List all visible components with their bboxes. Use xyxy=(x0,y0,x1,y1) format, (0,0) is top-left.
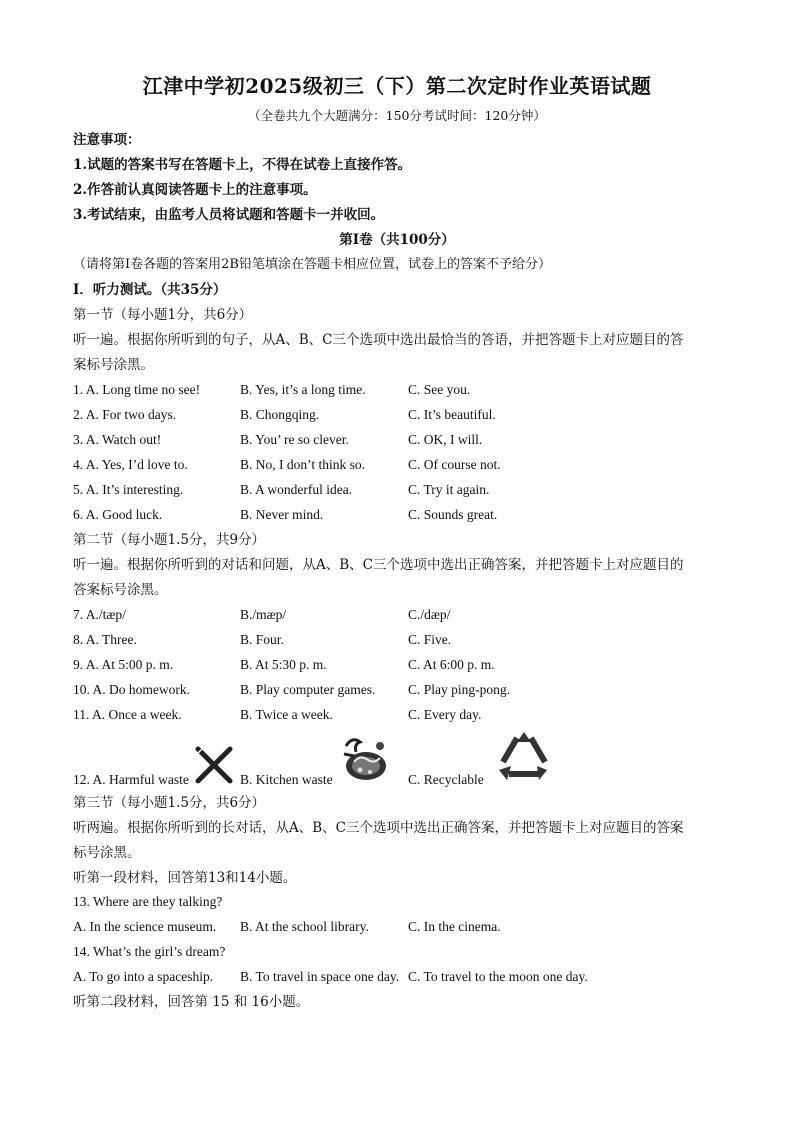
q2-option-c: C. It’s beautiful. xyxy=(408,407,496,422)
notice-heading: 注意事项： xyxy=(73,132,141,148)
section1-title: 第一节（每小题1分，共6分） xyxy=(73,307,253,323)
q10-option-b: B. Play computer games. xyxy=(240,682,376,697)
q3-option-b: B. You’ re so clever. xyxy=(240,432,349,447)
q14-stem: 14. What’s the girl’s dream? xyxy=(73,944,226,959)
q1-option-a: 1. A. Long time no see! xyxy=(73,382,201,397)
q13-option-a: A. In the science museum. xyxy=(73,919,217,934)
q11-option-c: C. Every day. xyxy=(408,707,482,722)
section2-title: 第二节（每小题1.5分，共9分） xyxy=(73,532,266,548)
q7-option-c: C./dæp/ xyxy=(408,607,451,622)
q4-option-b: B. No, I don’t think so. xyxy=(240,457,366,472)
q3-option-a: 3. A. Watch out! xyxy=(73,432,162,447)
q5-option-b: B. A wonderful idea. xyxy=(240,482,353,497)
q6-option-a: 6. A. Good luck. xyxy=(73,507,163,522)
q4-option-c: C. Of course not. xyxy=(408,457,501,472)
q9-option-a: 9. A. At 5:00 p. m. xyxy=(73,657,174,672)
notice-item-2: 2.作答前认真阅读答题卡上的注意事项。 xyxy=(73,182,317,198)
section1-instruction-line2: 案标号涂黑。 xyxy=(73,357,154,373)
page-subtitle: （全卷共九个大题满分：150分考试时间：120分钟） xyxy=(248,108,546,123)
notice-item-3: 3.考试结束，由监考人员将试题和答题卡一并收回。 xyxy=(73,207,385,223)
q14-option-a: A. To go into a spaceship. xyxy=(73,969,214,984)
q8-option-a: 8. A. Three. xyxy=(73,632,137,647)
q11-option-b: B. Twice a week. xyxy=(240,707,333,722)
q13-option-b: B. At the school library. xyxy=(240,919,369,934)
q2-option-b: B. Chongqing. xyxy=(240,407,320,422)
q6-option-b: B. Never mind. xyxy=(240,507,324,522)
q1-option-c: C. See you. xyxy=(408,382,471,397)
section2-instruction-line2: 答案标号涂黑。 xyxy=(73,582,168,598)
q10-option-c: C. Play ping-pong. xyxy=(408,682,511,697)
part1-heading: 第Ⅰ卷（共100分） xyxy=(339,232,455,248)
q9-option-b: B. At 5:30 p. m. xyxy=(240,657,327,672)
harmful-waste-cross-icon xyxy=(194,745,234,785)
q2-option-a: 2. A. For two days. xyxy=(73,407,177,422)
q8-option-c: C. Five. xyxy=(408,632,452,647)
q13-option-c: C. In the cinema. xyxy=(408,919,501,934)
kitchen-waste-icon xyxy=(336,732,390,784)
q12-option-c: C. Recyclable xyxy=(408,772,484,787)
q4-option-a: 4. A. Yes, I’d love to. xyxy=(73,457,188,472)
part1-instruction: （请将第Ⅰ卷各题的答案用2B铅笔填涂在答题卡相应位置，试卷上的答案不予给分） xyxy=(73,257,551,272)
q1-option-b: B. Yes, it’s a long time. xyxy=(240,382,366,397)
material2-prompt: 听第二段材料，回答第 15 和 16小题。 xyxy=(73,994,310,1010)
q12-option-a: 12. A. Harmful waste xyxy=(73,772,189,787)
q7-option-b: B./mæp/ xyxy=(240,607,287,622)
section1-instruction-line1: 听一遍。根据你所听到的句子，从A、B、C三个选项中选出最恰当的答语，并把答题卡上对应题目的答 xyxy=(73,332,684,348)
section3-instruction-line2: 标号涂黑。 xyxy=(73,845,141,861)
q9-option-c: C. At 6:00 p. m. xyxy=(408,657,495,672)
page-title: 江津中学初2025级初三（下）第二次定时作业英语试题 xyxy=(142,74,652,98)
section-listening-title: Ⅰ．听力测试。（共35分） xyxy=(73,282,227,298)
q14-option-c: C. To travel to the moon one day. xyxy=(408,969,588,984)
section3-title: 第三节（每小题1.5分，共6分） xyxy=(73,795,266,811)
q12-option-b: B. Kitchen waste xyxy=(240,772,333,787)
q8-option-b: B. Four. xyxy=(240,632,284,647)
q10-option-a: 10. A. Do homework. xyxy=(73,682,190,697)
section2-instruction-line1: 听一遍。根据你所听到的对话和问题，从A、B、C三个选项中选出正确答案，并把答题卡上对应题目的 xyxy=(73,557,684,573)
q7-option-a: 7. A./tæp/ xyxy=(73,607,126,622)
q14-option-b: B. To travel in space one day. xyxy=(240,969,400,984)
q11-option-a: 11. A. Once a week. xyxy=(73,707,182,722)
section3-instruction-line1: 听两遍。根据你所听到的长对话，从A、B、C三个选项中选出正确答案，并把答题卡上对应题目的答案 xyxy=(73,820,684,836)
q6-option-c: C. Sounds great. xyxy=(408,507,498,522)
recycle-icon xyxy=(495,730,553,782)
q13-stem: 13. Where are they talking? xyxy=(73,894,223,909)
q5-option-a: 5. A. It’s interesting. xyxy=(73,482,184,497)
q3-option-c: C. OK, I will. xyxy=(408,432,483,447)
notice-item-1: 1.试题的答案书写在答题卡上，不得在试卷上直接作答。 xyxy=(73,157,412,173)
q5-option-c: C. Try it again. xyxy=(408,482,490,497)
material1-prompt: 听第一段材料，回答第13和14小题。 xyxy=(73,870,297,886)
